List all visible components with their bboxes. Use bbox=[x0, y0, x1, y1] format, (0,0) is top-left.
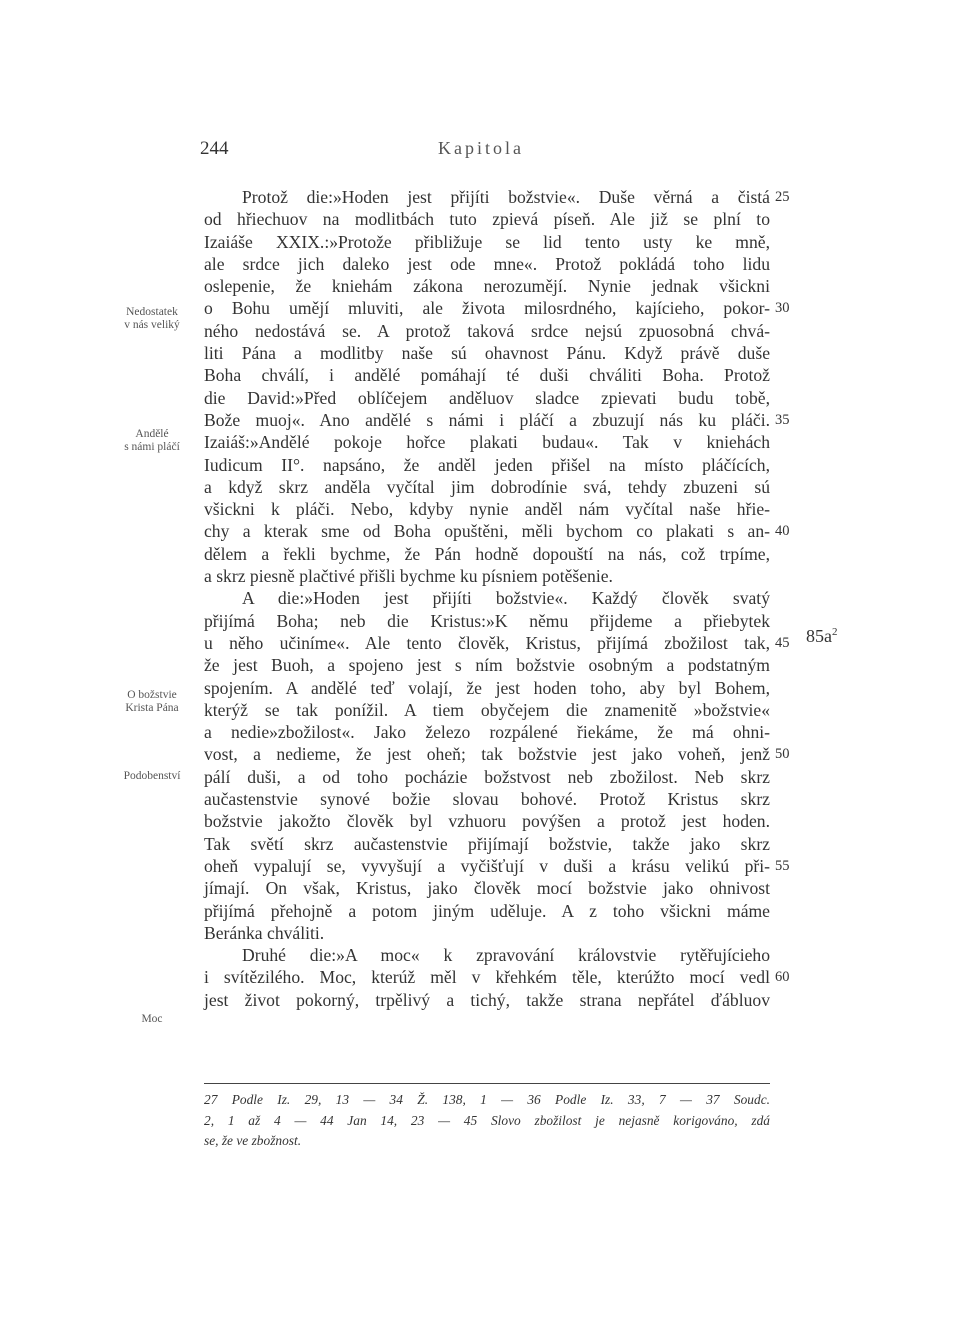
line-number: 60 bbox=[775, 969, 790, 986]
folio-marker bbox=[806, 626, 838, 647]
page-header bbox=[0, 138, 960, 166]
line-text: o Bohu umějí mluviti, ale života milosrdného, kajícieho, pokor- bbox=[204, 298, 770, 319]
line-text: Beránka chváliti. bbox=[204, 922, 325, 943]
text-line bbox=[204, 833, 770, 855]
line-text: Boha chválí, i andělé pomáhají té duši chváliti Boha. Protož bbox=[204, 365, 770, 386]
line-text: Protož die:»Hoden jest přijíti božstvie«. Duše věrná a čistá bbox=[242, 187, 770, 207]
line-text: vost, a nedieme, že jest oheň; tak božstvie jest jako voheň, jenž bbox=[204, 744, 770, 765]
text-line bbox=[204, 431, 770, 453]
line-text: Tak světí skrz aučastenstvie přijímají božstvie, takže jako skrz bbox=[204, 833, 770, 854]
text-line bbox=[204, 342, 770, 364]
text-line bbox=[204, 208, 770, 230]
line-text: chy a kterak sme od Boha opuštěni, měli bychom co plakati s an- bbox=[204, 521, 770, 542]
margin-note-line: O božstvie bbox=[127, 689, 177, 701]
line-text: kterýž se tak ponížil. A tiem obyčejem die znamenitě »božstvie« bbox=[204, 699, 770, 720]
line-text: a nedie»zbožilost«. Jako železo rozpálené řiekáme, že má ohni- bbox=[204, 722, 770, 743]
text-line bbox=[204, 320, 770, 342]
margin-note-line: Podobenství bbox=[123, 770, 181, 782]
running-title: Kapitola bbox=[438, 138, 524, 158]
line-text: přijímá Boha; neb die Kristus:»K němu přijdeme a přiebytek bbox=[204, 610, 770, 631]
text-line bbox=[204, 810, 770, 832]
text-line bbox=[204, 543, 770, 565]
text-line bbox=[204, 297, 790, 319]
line-text: že jest Buoh, a spojeno jest s ním božstvie osobným a podstatným bbox=[204, 655, 770, 676]
text-line bbox=[204, 476, 770, 498]
text-line bbox=[204, 275, 770, 297]
line-text: spojením. A andělé teď volají, že jest hoden toho, aby byl Bohem, bbox=[204, 677, 770, 698]
line-number: 40 bbox=[775, 523, 790, 540]
text-line bbox=[204, 387, 770, 409]
line-text: u něho učiníme«. Ale tento člověk, Kristus, přijímá zbožilost tak, bbox=[204, 632, 770, 653]
text-line bbox=[204, 989, 770, 1011]
footnote-divider bbox=[204, 1083, 770, 1084]
line-number: 25 bbox=[775, 189, 790, 205]
line-text: jímají. On však, Kristus, jako člověk mocí božstvie jako ohnivost bbox=[204, 878, 770, 899]
line-text: Bože muoj«. Ano andělé s námi i pláčí a zbuzují nás ku pláči. bbox=[204, 409, 770, 430]
margin-note-line: s námi pláčí bbox=[124, 441, 180, 453]
line-text: pálí duši, a od toho pocházie božstvost neb zbožilost. Neb skrz bbox=[204, 766, 770, 787]
text-line bbox=[204, 788, 770, 810]
folio-sup: 2 bbox=[832, 626, 838, 638]
margin-note bbox=[108, 770, 196, 783]
text-line bbox=[204, 944, 770, 966]
footnote-line: 2, 1 až 4 — 44 Jan 14, 23 — 45 Slovo zbožilost je nejasně korigováno, zdá bbox=[204, 1112, 770, 1128]
line-text: Izaiáše XXIX.:»Protože přibližuje se lid tento usty ke mně, bbox=[204, 231, 770, 252]
margin-note bbox=[108, 689, 196, 715]
text-line bbox=[204, 587, 770, 609]
text-line bbox=[204, 632, 790, 654]
line-number: 30 bbox=[775, 300, 790, 317]
margin-note bbox=[108, 428, 196, 454]
text-line bbox=[204, 699, 770, 721]
line-text: A die:»Hoden jest přijíti božstvie«. Každý člověk svatý bbox=[242, 588, 770, 609]
line-text: Iudicum II°. napsáno, že anděl jeden přišel na místo pláčících, bbox=[204, 454, 770, 475]
line-text: oheň vypalují se, vyvyšují a vyčišťují v duši a krásu velikú při- bbox=[204, 855, 770, 876]
line-text: od hřiechuov na modlitbách tuto zpievá píseň. Ale již se plní to bbox=[204, 209, 770, 230]
text-line bbox=[204, 253, 770, 275]
line-text: božstvie jakožto člověk byl vzhuoru povýšen a protož jest hoden. bbox=[204, 811, 770, 832]
folio-base: 85a bbox=[806, 626, 832, 646]
line-number: 50 bbox=[775, 746, 790, 763]
text-line bbox=[204, 654, 770, 676]
line-text: aučastenstvie synové božie slovau bohové. Protož Kristus skrz bbox=[204, 789, 770, 810]
line-text: všickni k pláči. Nebo, kdyby nynie anděl nám vyčítal naše hřie- bbox=[204, 499, 770, 520]
line-number: 35 bbox=[775, 411, 790, 428]
text-line bbox=[204, 877, 770, 899]
line-number: 55 bbox=[775, 857, 790, 874]
text-line bbox=[204, 409, 790, 431]
line-text: dělem a řekli bychme, že Pán hodně dopouští na nás, což trpíme, bbox=[204, 543, 770, 564]
margin-note-line: Andělé bbox=[135, 428, 169, 440]
text-line bbox=[204, 186, 790, 208]
margin-note bbox=[108, 306, 196, 332]
footnote-line: se, že ve zbožnost. bbox=[204, 1133, 302, 1148]
text-line bbox=[204, 966, 790, 988]
margin-note-line: Nedostatek bbox=[126, 306, 178, 318]
line-text: die David:»Před oblíčejem anděluov sladce zpievati budu tobě, bbox=[204, 387, 770, 408]
line-text: ného nedostává se. A protož taková srdce nejsú zpuosobná chvá- bbox=[204, 320, 770, 341]
footnote-line: 27 Podle Iz. 29, 13 — 34 Ž. 138, 1 — 36 Podle Iz. 33, 7 — 37 Soudc. bbox=[204, 1092, 770, 1107]
line-text: jest život pokorný, trpělivý a tichý, takže strana nepřátel ďábluov bbox=[204, 989, 770, 1010]
text-line bbox=[204, 565, 770, 587]
text-line bbox=[204, 922, 770, 944]
line-text: liti Pána a modlitby naše sú ohavnost Pánu. Když právě duše bbox=[204, 343, 770, 364]
text-line bbox=[204, 610, 770, 632]
line-text: Druhé die:»A moc« k zpravování královstvie rytěřujícieho bbox=[242, 945, 770, 966]
line-text: ale srdce jich daleko jest ode mne«. Protož pokládá toho lidu bbox=[204, 253, 770, 274]
text-line bbox=[204, 900, 770, 922]
margin-note-line: Krista Pána bbox=[125, 702, 179, 714]
margin-note-line: v nás veliký bbox=[124, 319, 180, 331]
text-line bbox=[204, 677, 770, 699]
text-line bbox=[204, 855, 790, 877]
text-line bbox=[204, 454, 770, 476]
text-line bbox=[204, 520, 790, 542]
line-text: i svítězilého. Moc, kterúž měl v křehkém těle, kterúžto mocí vedl bbox=[204, 967, 770, 988]
margin-note-line: Moc bbox=[141, 1013, 163, 1025]
margin-note bbox=[108, 1013, 196, 1026]
footnotes bbox=[204, 1090, 770, 1152]
text-line bbox=[204, 766, 770, 788]
main-text bbox=[204, 186, 790, 1011]
line-text: a když skrz anděla vyčítal jim dobrodínie svá, tehdy zbuzeni sú bbox=[204, 476, 770, 497]
text-line bbox=[204, 498, 770, 520]
text-line bbox=[204, 743, 790, 765]
line-text: přijímá přehojně a potom jiným uděluje. A z toho všickni máme bbox=[204, 900, 770, 921]
line-text: Izaiáš:»Andělé pokoje hořce plakati budau«. Tak v kniehách bbox=[204, 432, 770, 453]
line-text: a skrz piesně plačtivé přišli bychme ku písniem potěšenie. bbox=[204, 566, 613, 587]
text-line bbox=[204, 721, 770, 743]
line-text: oslepenie, že kniehám zákona nerozumějí. Nynie jednak všickni bbox=[204, 276, 770, 297]
line-number: 45 bbox=[775, 634, 790, 651]
page-number: 244 bbox=[200, 138, 229, 159]
text-line bbox=[204, 364, 770, 386]
text-line bbox=[204, 231, 770, 253]
